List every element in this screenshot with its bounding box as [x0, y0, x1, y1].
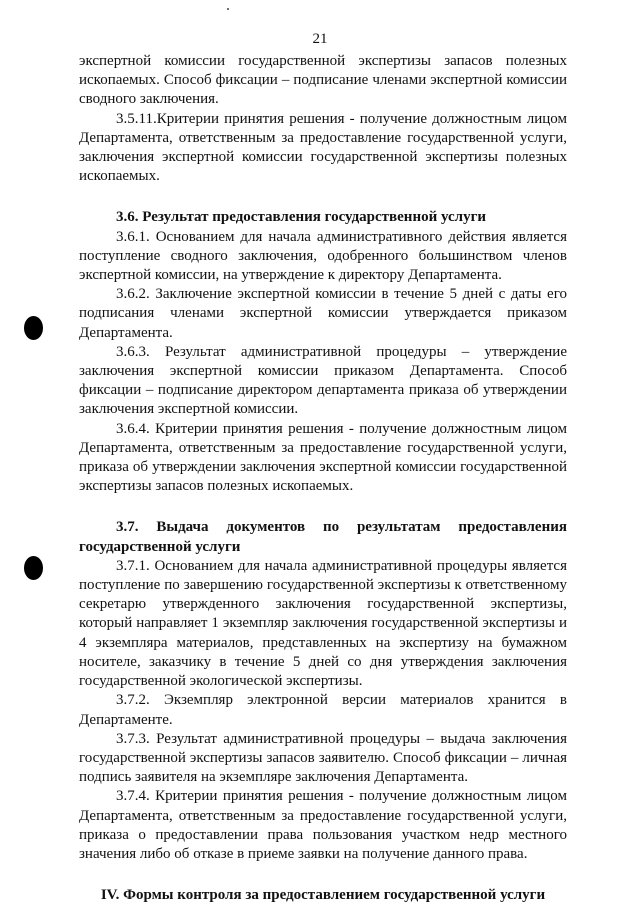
page-number: 21	[312, 31, 328, 47]
paragraph: 3.7.3. Результат административной процедуры – выдача заключения государственной экспертизы запасов заявителю. Способ фиксации – личная подпись заявителя на экземпляре заключения Департамента.	[79, 730, 567, 786]
paragraph: 3.6.3. Результат административной процедуры – утверждение заключения экспертной комиссии приказом Департамента. Способ фиксации – подписание директором департамента приказа об утверждении заключения экспертной комиссии.	[79, 343, 567, 418]
chapter-heading: IV. Формы контроля за предоставлением государственной услуги	[100, 887, 546, 904]
paragraph: 3.6.1. Основанием для начала административного действия является поступление сводного заключения, одобренного большинством членов экспертной комиссии, на утверждение к директору Департамента.	[79, 228, 567, 284]
paragraph: 3.7.2. Экземпляр электронной версии материалов хранится в Департаменте.	[79, 692, 567, 728]
paragraph: 3.5.11.Критерии принятия решения - получение должностным лицом Департамента, ответственным за предоставление государственной услуги, заключения экспертной комиссии государственной экспертизы полезных ископаемых.	[79, 110, 567, 185]
document-body	[79, 52, 567, 905]
paragraph: 3.7.1. Основанием для начала административной процедуры является поступление по завершению государственной экспертизы к ответственному секретарю утвержденного заключения государственной экспертизы, который направляет 1 экземпляр заключения государственной экспертизы и 4 экземпляра материалов, представленных на экспертизу на бумажном носителе, заказчику в течение 5 дней со дня утверждения заключения государственной экологической экспертизы.	[79, 557, 567, 690]
paragraph: 3.7.4. Критерии принятия решения - получение должностным лицом Департамента, ответственным за предоставление государственной услуги, приказа о предоставлении права пользования участком недр местного значения либо об отказе в приеме заявки на получение данного права.	[79, 788, 567, 862]
paragraph: экспертной комиссии государственной экспертизы запасов полезных ископаемых. Способ фиксации – подписание членами экспертной комиссии сводного заключения.	[79, 53, 567, 108]
paragraph: 3.6.4. Критерии принятия решения - получение должностным лицом Департамента, ответственным за предоставление государственной услуги, приказа об утверждении заключения экспертной комиссии государственной экспертизы запасов полезных ископаемых.	[79, 420, 567, 495]
punch-hole	[24, 316, 43, 340]
punch-hole	[24, 556, 43, 580]
section-heading: 3.6. Результат предоставления государственной услуги	[116, 209, 487, 226]
section-heading: 3.7. Выдача документов по результатам предоставления государственной услуги	[79, 519, 567, 555]
paragraph: 3.6.2. Заключение экспертной комиссии в течение 5 дней с даты его подписания членами экспертной комиссии утверждается приказом Департамента.	[79, 286, 567, 341]
scan-speck	[227, 8, 229, 10]
